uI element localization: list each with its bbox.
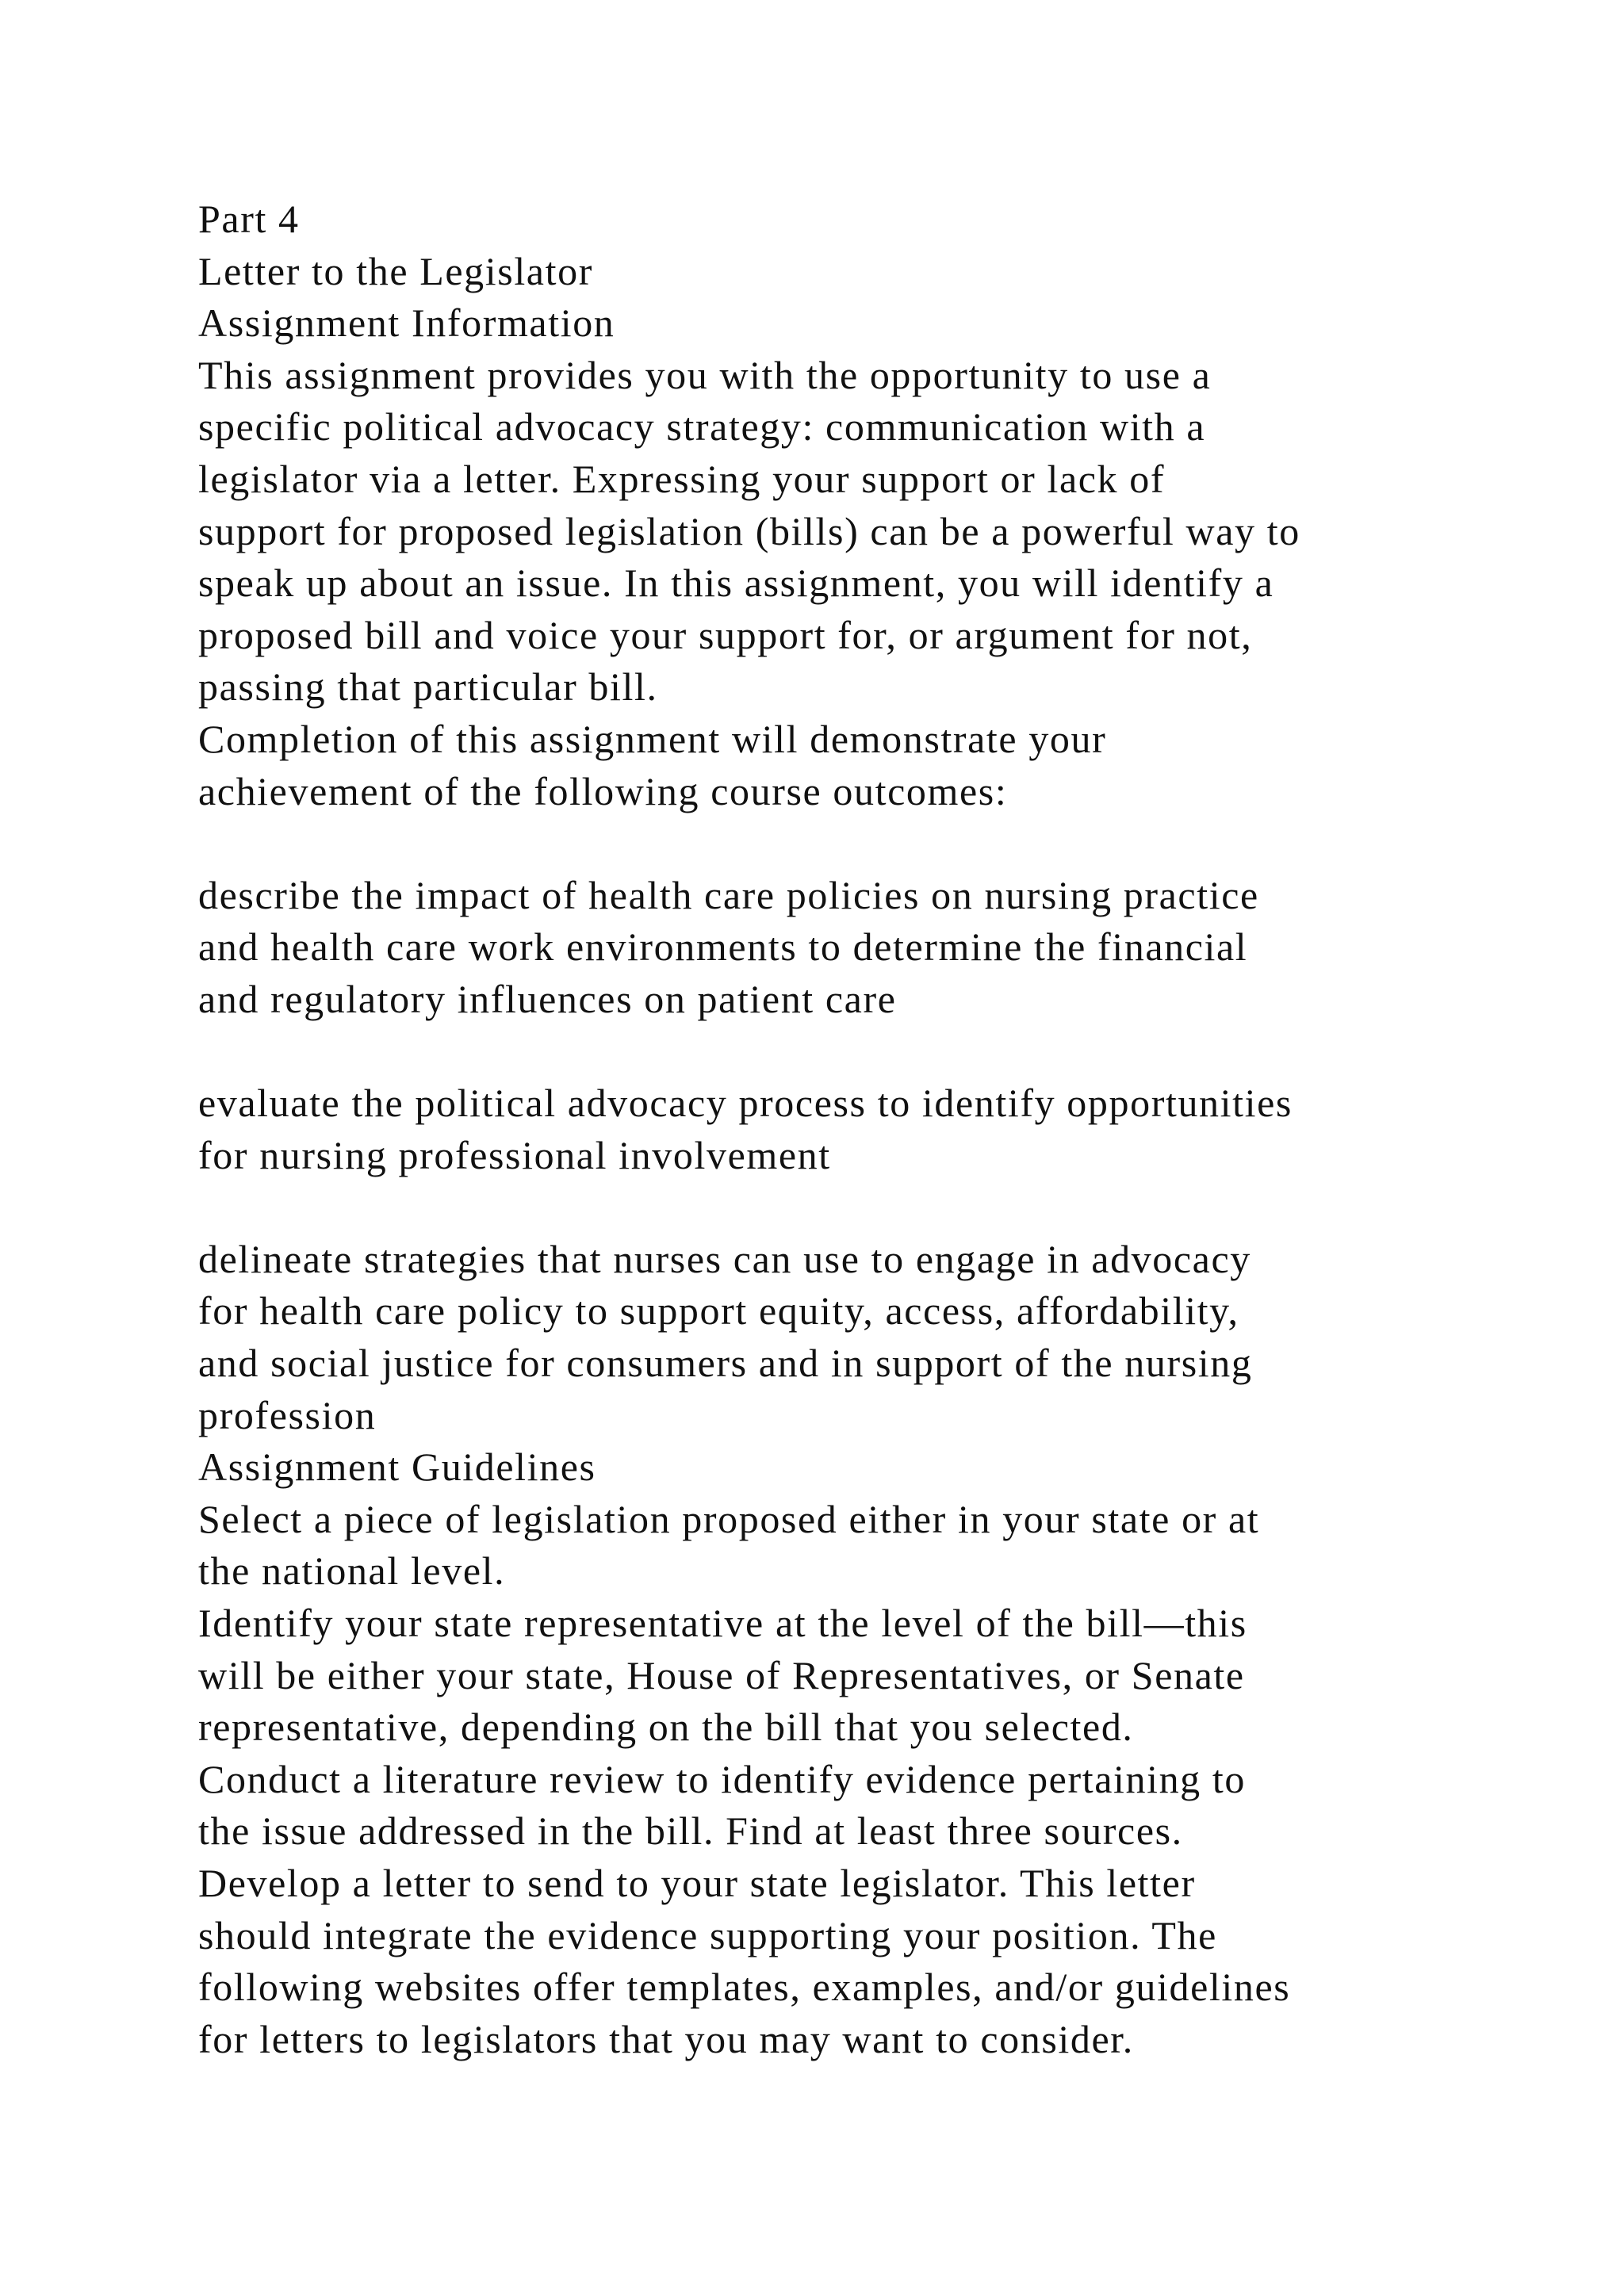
paragraph-spacer — [198, 1026, 1546, 1078]
intro-line: legislator via a letter. Expressing your support or lack of — [198, 456, 1166, 501]
intro-line: Completion of this assignment will demonstrate your — [198, 716, 1107, 761]
guideline-line: Develop a letter to send to your state legislator. This letter — [198, 1861, 1196, 1905]
guideline-line: the national level. — [198, 1548, 506, 1594]
guideline-line: Identify your state representative at the level of the bill—this — [198, 1601, 1247, 1646]
guideline-line: for letters to legislators that you may want to consider. — [198, 2016, 1134, 2061]
outcome-line: and regulatory influences on patient care — [198, 976, 897, 1021]
outcome-line: for health care policy to support equity, access, affordability, — [198, 1288, 1239, 1334]
intro-line: support for proposed legislation (bills) can be a powerful way to — [198, 508, 1300, 553]
part-label: Part 4 — [198, 197, 300, 241]
paragraph-spacer — [198, 1181, 1546, 1234]
guideline-line: the issue addressed in the bill. Find at least three sources. — [198, 1808, 1183, 1854]
outcome-line: describe the impact of health care policies on nursing practice — [198, 872, 1259, 917]
assignment-guidelines-heading: Assignment Guidelines — [198, 1445, 596, 1490]
paragraph-spacer — [198, 817, 1546, 870]
intro-line: This assignment provides you with the opportunity to use a — [198, 352, 1212, 397]
intro-line: specific political advocacy strategy: communication with a — [198, 404, 1206, 450]
outcome-line: and health care work environments to determine the financial — [198, 924, 1248, 970]
guideline-line: representative, depending on the bill that you selected. — [198, 1705, 1134, 1750]
document-title: Letter to the Legislator — [198, 248, 593, 293]
outcome-line: evaluate the political advocacy process to identify opportunities — [198, 1081, 1293, 1126]
guideline-line: should integrate the evidence supporting your position. The — [198, 1912, 1217, 1957]
intro-line: proposed bill and voice your support for, or argument for not, — [198, 612, 1253, 657]
guideline-line: following websites offer templates, examples, and/or guidelines — [198, 1965, 1291, 2010]
intro-line: passing that particular bill. — [198, 664, 658, 710]
assignment-information-heading: Assignment Information — [198, 300, 615, 346]
document-body — [198, 193, 1546, 2065]
guideline-line: Select a piece of legislation proposed either in your state or at — [198, 1496, 1260, 1541]
intro-line: achievement of the following course outcomes: — [198, 768, 1008, 813]
outcome-line: profession — [198, 1392, 377, 1437]
intro-line: speak up about an issue. In this assignment, you will identify a — [198, 561, 1274, 606]
guideline-line: Conduct a literature review to identify evidence pertaining to — [198, 1756, 1246, 1801]
outcome-line: and social justice for consumers and in support of the nursing — [198, 1341, 1253, 1386]
outcome-line: delineate strategies that nurses can use to engage in advocacy — [198, 1236, 1251, 1281]
guideline-line: will be either your state, House of Representatives, or Senate — [198, 1652, 1245, 1697]
outcome-line: for nursing professional involvement — [198, 1132, 831, 1177]
